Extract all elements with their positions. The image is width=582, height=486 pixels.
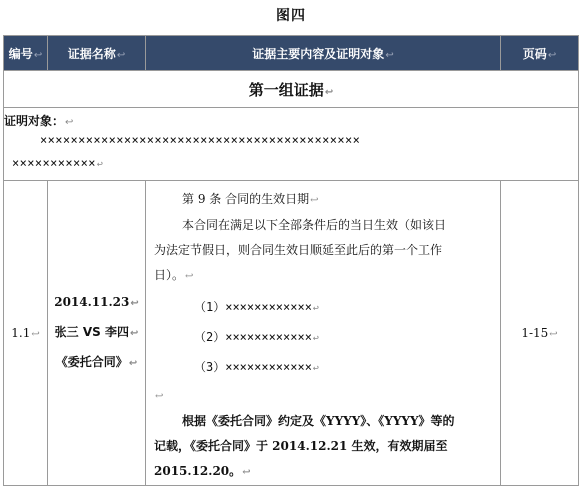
figure-title: 图四 [276,8,306,24]
proof-target-cell: 证明对象：↩ ×××××××××××××××××××××××××××××××××××××××××× ×××××××××××↩ [4,108,579,181]
evidence-content: 第 9 条 合同的生效日期↩ 本合同在满足以下全部条件后的当日生效（如该日 为法定节假日，则合同生效日顺延至此后的第一个工作 日）。↩ （1）××××××××××××↩ （2）××××××××××××↩ （3）××××××××××××↩ ↩ 根据《委托合同》约定及《YYYY》、《YYYY》等的 记载，《委托合同》于 2014.12.21 生效，有效期届至 2015.12.20。↩ [146,181,501,486]
summary-text: 记载，《委托合同》于 2014.12.21 生效，有效期届至 [154,439,448,453]
header-number: 编号↩ [4,36,48,71]
evidence-number: 1.1↩ [4,181,48,486]
paragraph-mark: ↩ [155,391,164,402]
group-title: 第一组证据↩ [4,71,579,108]
table-header-row [4,36,579,71]
table-row [4,181,579,486]
clause-text: 为法定节假日，则合同生效日顺延至此后的第一个工作 [154,243,443,257]
condition-item: （2）×××××××××××× [194,330,312,344]
clause-title: 第 9 条 合同的生效日期 [182,192,310,206]
summary-text: 根据《委托合同》约定及《YYYY》、《YYYY》等的 [182,414,455,428]
clause-text: 本合同在满足以下全部条件后的当日生效（如该日 [182,218,447,232]
proof-target-line: ×××××××××××××××××××××××××××××××××××××××××× [40,133,361,147]
evidence-contract: 《委托合同》 [55,355,128,369]
proof-target-line: ××××××××××× [12,156,96,170]
proof-target-row [4,108,579,181]
proof-target-label: 证明对象： [4,114,65,128]
summary-text: 2015.12.20。 [154,464,242,478]
clause-text: 日）。 [154,268,185,282]
evidence-date: 2014.11.23 [54,295,130,309]
header-evidence-name: 证据名称↩ [48,36,146,71]
group-title-row [4,71,579,108]
evidence-parties: 张三 VS 李四 [54,325,129,339]
header-evidence-content: 证据主要内容及证明对象↩ [146,36,501,71]
page-number: 1-15↩ [501,181,579,486]
evidence-table [3,35,579,486]
condition-item: （3）×××××××××××× [194,360,312,374]
evidence-name: 2014.11.23↩ 张三 VS 李四↩ 《委托合同》↩ [48,181,146,486]
header-page-number: 页码↩ [501,36,579,71]
condition-item: （1）×××××××××××× [194,300,312,314]
